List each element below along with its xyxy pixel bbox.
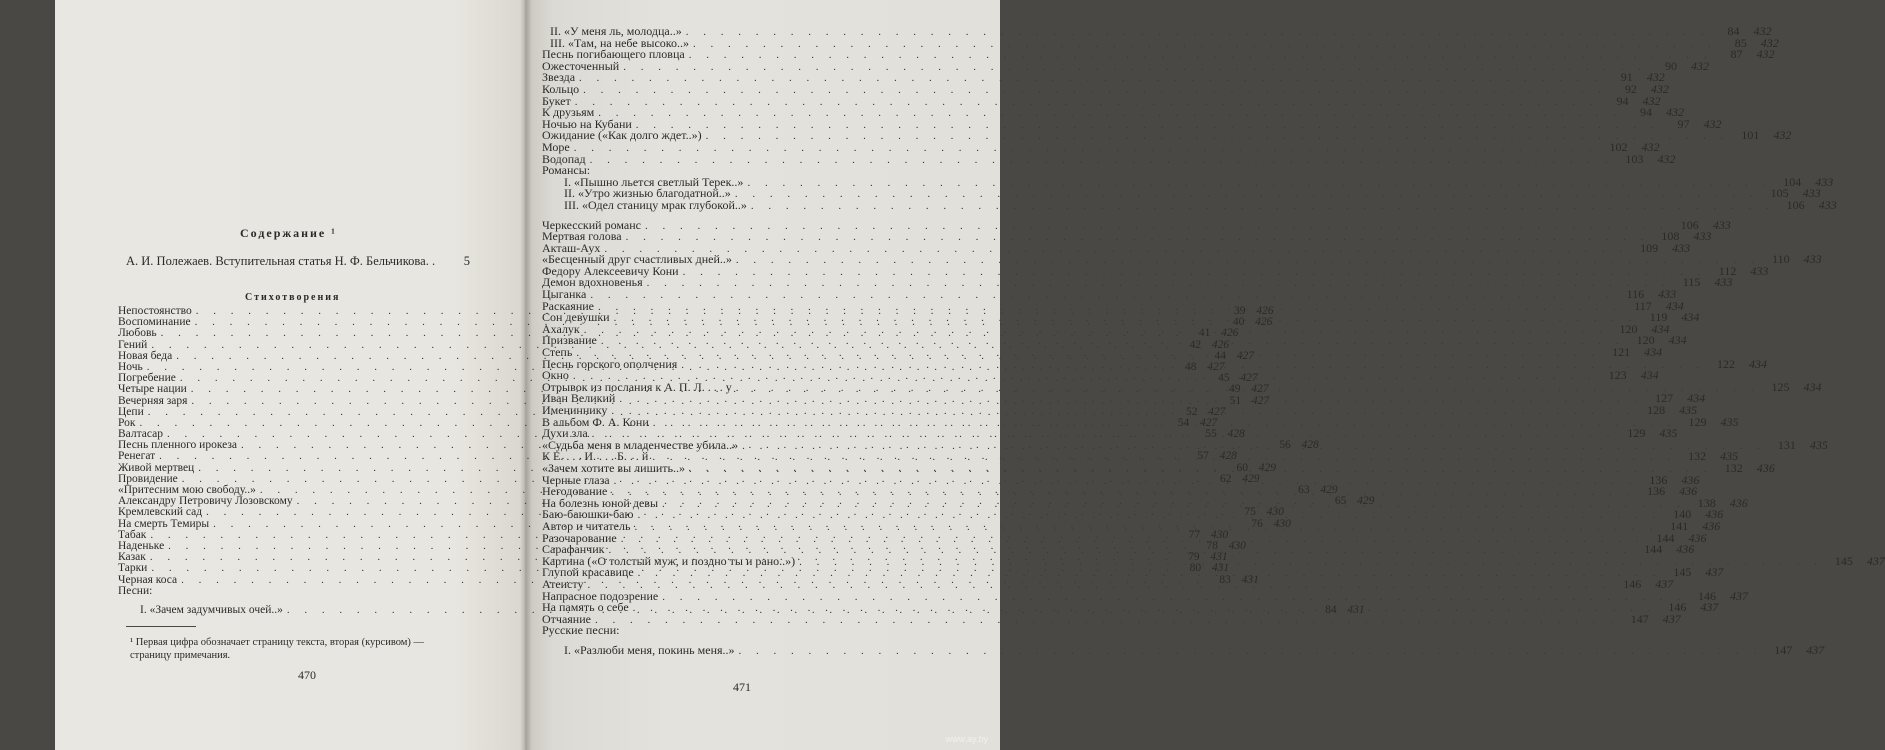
toc-entry-note-page: 434 xyxy=(1681,310,1700,325)
toc-entry-note-page: 427 xyxy=(1236,349,1254,362)
toc-entry-page: 116 xyxy=(1626,287,1645,302)
dot-leader xyxy=(611,406,1635,418)
toc-entry-title: I. «Разлюби меня, покинь меня..» xyxy=(564,642,735,657)
toc-entry-note-page: 426 xyxy=(1211,338,1230,351)
toc-entry-page: 129 xyxy=(1627,426,1646,441)
toc-entry-page: 125 xyxy=(1771,379,1790,394)
toc-entry-note-page: 436 xyxy=(1676,542,1695,557)
dot-leader xyxy=(634,522,1658,534)
toc-entry-page: 87 xyxy=(1730,47,1743,62)
toc-entry-note-page: 436 xyxy=(1679,484,1698,499)
toc-entry-title: Ожесточенный xyxy=(542,58,620,73)
toc-entry-page: 104 xyxy=(1783,174,1802,189)
toc-entry-note-page: 429 xyxy=(1357,495,1375,508)
toc-entry-title: Кремлевский сад xyxy=(118,506,203,519)
toc-entry-page: 106 xyxy=(1680,217,1699,232)
toc-entry-note-page: 436 xyxy=(1688,530,1707,545)
toc-entry-note-page: 436 xyxy=(1681,472,1700,487)
toc-entry-note-page: 434 xyxy=(1665,298,1684,313)
toc-entry-note-page: 431 xyxy=(1211,562,1230,575)
toc-entry-note-page: 427 xyxy=(1251,394,1270,407)
toc-entry-note-page: 437 xyxy=(1866,553,1885,568)
toc-entry-note-page: 435 xyxy=(1679,403,1698,417)
toc-entry-page: 146 xyxy=(1668,600,1687,615)
toc-entry xyxy=(542,70,1665,85)
toc-entry-note-page: 427 xyxy=(1208,405,1226,418)
toc-entry-note-page: 434 xyxy=(1803,379,1822,394)
toc-entry-page: 132 xyxy=(1688,449,1707,464)
toc-entry-note-page: 429 xyxy=(1320,484,1338,496)
toc-entry-note-page: 437 xyxy=(1655,576,1674,591)
toc-entry-page: 120 xyxy=(1619,321,1638,336)
toc-entry-note-page: 436 xyxy=(1702,518,1721,533)
toc-entry-page: 91 xyxy=(1620,70,1633,85)
dot-leader xyxy=(595,615,1619,627)
toc-entry-title: Гений xyxy=(118,338,148,351)
toc-entry xyxy=(542,128,1792,143)
dot-leader xyxy=(626,232,1650,244)
toc-entry-page: 132 xyxy=(1724,460,1743,475)
toc-entry-page: 140 xyxy=(1673,507,1692,522)
toc-entry-title: Федору Алексеевичу Кони xyxy=(542,263,679,278)
toc-entry-note-page: 434 xyxy=(1668,333,1687,348)
toc-entry-page: 40 xyxy=(1232,316,1245,329)
toc-entry-title: Ренегат xyxy=(118,450,156,463)
toc-entry xyxy=(542,151,1676,166)
toc-entry-title: I. «Зачем задумчивых очей..» xyxy=(140,603,283,616)
dot-leader xyxy=(576,348,1600,360)
toc-entry-title: Букет xyxy=(542,93,571,108)
toc-entry-note-page: 426 xyxy=(1221,327,1239,340)
toc-entry-note-page: 437 xyxy=(1729,588,1748,603)
toc-entry-title: Ночью на Кубани xyxy=(542,116,632,131)
toc-entry-page: 112 xyxy=(1718,263,1737,278)
toc-entry-title: Отрывок из послания к А. П. Л. . . . у xyxy=(542,379,732,394)
toc-entry-title: Песни: xyxy=(118,584,153,597)
toc-entry xyxy=(542,642,1825,657)
toc-entry-note-page: 432 xyxy=(1753,24,1772,38)
toc-entry-note-page: 433 xyxy=(1712,217,1731,232)
toc-entry-page: 146 xyxy=(1623,576,1642,591)
footnote-line: страницу примечания. xyxy=(130,650,231,661)
toc-entry xyxy=(542,58,1709,73)
toc-entry-note-page: 433 xyxy=(1802,186,1821,201)
toc-entry-title: Цыганка xyxy=(542,287,587,302)
toc-entry-note-page: 430 xyxy=(1266,506,1284,519)
toc-entry-page: 62 xyxy=(1220,472,1232,485)
toc-entry-note-page: 427 xyxy=(1207,360,1225,373)
toc-entry-title: III. «Одел станицу мрак глубокой..» xyxy=(564,197,747,212)
toc-entry-title: Духи зла xyxy=(542,426,588,441)
toc-entry-title: Песнь погибающего пловца xyxy=(542,47,685,62)
toc-entry-note-page: 432 xyxy=(1657,151,1676,166)
toc-entry-page: 128 xyxy=(1647,403,1666,417)
toc-entry-title: Ночь xyxy=(118,360,143,373)
toc-entry xyxy=(542,275,1733,290)
intro-entry-title: А. И. Полежаев. Вступительная статья Н. Ф. Бельчикова. . xyxy=(126,254,436,268)
toc-entry-note-page: 434 xyxy=(1644,345,1663,360)
toc-entry-note-page: 437 xyxy=(1705,565,1724,580)
intro-entry-page: 5 xyxy=(463,254,470,268)
toc-entry-note-page: 430 xyxy=(1210,528,1229,541)
toc-entry-note-page: 436 xyxy=(1705,507,1724,522)
toc-entry-title: Вечерняя заря xyxy=(118,394,188,407)
toc-entry-title: Сарафанчик xyxy=(542,542,605,557)
toc-entry-title: Песнь пленного ирокеза xyxy=(118,439,238,452)
toc-entry-page: 127 xyxy=(1655,391,1674,406)
toc-entry-note-page: 432 xyxy=(1666,105,1685,120)
dot-leader xyxy=(686,27,1710,39)
intro-entry xyxy=(126,254,470,269)
toc-entry-page: 49 xyxy=(1229,383,1241,396)
toc-entry xyxy=(542,139,1660,154)
toc-entry-page: 44 xyxy=(1214,349,1226,362)
toc-entry-note-page: 437 xyxy=(1700,600,1719,615)
toc-entry xyxy=(542,81,1669,96)
toc-entry-note-page: 433 xyxy=(1714,275,1733,290)
toc-entry-title: Песнь горского ополчения xyxy=(542,356,678,371)
toc-entry-note-page: 431 xyxy=(1347,603,1365,616)
toc-entry-title: Цепи xyxy=(118,405,144,418)
toc-entry-page: 145 xyxy=(1673,565,1692,580)
toc-entry-title: Погребение xyxy=(118,372,176,385)
toc-entry-note-page: 434 xyxy=(1651,321,1670,336)
toc-entry-note-page: 432 xyxy=(1760,35,1779,50)
toc-entry-title: Акташ-Аух xyxy=(542,240,601,255)
toc-entry-note-page: 435 xyxy=(1720,414,1739,429)
section-heading: Стихотворения xyxy=(245,292,341,303)
toc-entry-page: 121 xyxy=(1612,345,1631,360)
toc-entry-page: 75 xyxy=(1244,506,1256,519)
toc-entry-page: 122 xyxy=(1717,356,1736,371)
toc-entry-note-page: 430 xyxy=(1228,539,1246,552)
toc-entry-title: Провидение xyxy=(118,472,178,485)
toc-entry-title: Тарки xyxy=(118,562,148,575)
toc-entry-page: 78 xyxy=(1206,539,1218,552)
toc-entry-title: Черные глаза xyxy=(542,472,610,487)
page-number-right: 471 xyxy=(733,680,751,694)
toc-entry-title: Имениннику xyxy=(542,403,608,417)
footnote-divider xyxy=(126,626,196,627)
toc-entry-title: Призвание xyxy=(542,333,597,348)
toc-entry-note-page: 429 xyxy=(1258,461,1276,474)
toc-entry-title: Новая беда xyxy=(118,349,173,362)
watermark: www.ay.by xyxy=(945,734,988,744)
toc-entry-page: 146 xyxy=(1697,588,1716,603)
toc-entry-note-page: 427 xyxy=(1240,372,1258,385)
toc-entry-note-page: 429 xyxy=(1242,472,1260,485)
toc-entry-title: III. «Там, на небе высоко..» xyxy=(550,35,689,50)
toc-entry-page: 141 xyxy=(1670,518,1689,533)
toc-entry-note-page: 433 xyxy=(1803,252,1822,267)
toc-entry-page: 117 xyxy=(1634,298,1652,313)
toc-entry-page: 56 xyxy=(1279,439,1291,452)
toc-entry-page: 85 xyxy=(1734,35,1747,50)
toc-entry-page: 39 xyxy=(1234,305,1246,317)
toc-entry-page: 103 xyxy=(1625,151,1644,166)
toc-entry-note-page: 432 xyxy=(1703,116,1722,131)
toc-entry-page: 76 xyxy=(1251,517,1263,530)
toc-entry-page: 97 xyxy=(1677,116,1690,131)
toc-entry-note-page: 431 xyxy=(1241,573,1259,586)
toc-entry-title: Ахалук xyxy=(542,321,580,336)
toc-entry-title: Черная коса xyxy=(118,573,178,586)
dot-leader xyxy=(633,603,1657,615)
toc-entry-note-page: 432 xyxy=(1650,81,1669,96)
toc-entry-title: Демон вдохновенья xyxy=(542,275,643,290)
toc-entry-title: «Судьба меня в младенчестве убила..» xyxy=(542,437,739,452)
toc-entry-page: 108 xyxy=(1661,229,1680,244)
toc-entry-page: 90 xyxy=(1664,58,1677,73)
toc-entry-page: 55 xyxy=(1205,428,1217,441)
toc-entry-title: Ожидание («Как долго ждет..») xyxy=(542,128,702,143)
toc-entry-page: 123 xyxy=(1608,368,1627,383)
toc-entry-page: 138 xyxy=(1697,495,1716,510)
toc-entry-page: 144 xyxy=(1656,530,1675,545)
dot-leader xyxy=(583,85,1607,97)
toc-entry-title: Непостоянство xyxy=(118,305,192,317)
dot-leader xyxy=(598,108,1622,120)
toc-entry-page: 147 xyxy=(1630,611,1649,626)
toc-entry-title: В альбом Ф. А. Кони xyxy=(542,414,649,429)
toc-entry-title: Казак xyxy=(118,551,146,564)
toc-entry-note-page: 427 xyxy=(1199,416,1218,429)
toc-entry-page: 144 xyxy=(1644,542,1663,557)
toc-entry-title: К друзьям xyxy=(542,105,595,120)
toc-entry-note-page: 434 xyxy=(1640,368,1659,383)
toc-entry-title: Негодование xyxy=(542,484,608,499)
toc-entry xyxy=(542,625,947,637)
toc-entry-title: Водопад xyxy=(542,151,586,166)
toc-entry-title: Автор и читатель xyxy=(542,518,631,533)
toc-entry-title: II. «У меня ль, молодца..» xyxy=(550,24,682,38)
toc-entry-title: II. «Утро жизнью благодатной..» xyxy=(564,186,731,201)
toc-entry-page: 145 xyxy=(1834,553,1853,568)
toc-entry-page: 136 xyxy=(1649,472,1668,487)
toc-entry-note-page: 433 xyxy=(1658,287,1677,302)
toc-entry-page: 110 xyxy=(1772,252,1790,267)
toc-entry-page: 80 xyxy=(1189,562,1202,575)
footnote-line: ¹ Первая цифра обозначает страницу текста, вторая (курсивом) — xyxy=(130,637,425,648)
toc-entry-note-page: 434 xyxy=(1687,391,1706,406)
page-number-left: 470 xyxy=(298,668,316,682)
toc-entry-note-page: 432 xyxy=(1641,139,1660,154)
toc-entry-title: I. «Пышно льется светлый Терек..» xyxy=(564,174,744,189)
toc-entry-title: Воспоминание xyxy=(118,316,191,329)
dot-leader xyxy=(587,580,1611,592)
toc-entry-note-page: 436 xyxy=(1756,460,1775,475)
toc-entry-page: 41 xyxy=(1198,327,1211,340)
toc-entry-page: 54 xyxy=(1177,416,1190,429)
toc-entry-title: Разочарование xyxy=(542,530,617,545)
toc-entry-note-page: 435 xyxy=(1720,449,1739,464)
toc-entry-title: Черкесский романс xyxy=(542,217,641,232)
toc-entry-title: Напрасное подозрение xyxy=(542,588,659,603)
toc-entry-note-page: 432 xyxy=(1646,70,1665,85)
toc-entry-page: 42 xyxy=(1189,338,1202,351)
toc-entry-title: Звезда xyxy=(542,70,576,85)
toc-entry-note-page: 434 xyxy=(1749,356,1768,371)
toc-entry xyxy=(542,287,1677,302)
footnote xyxy=(130,636,500,662)
toc-entry-title: «Бесценный друг счастливых дней..» xyxy=(542,252,732,267)
toc-entry-title: На болезнь юной девы xyxy=(542,495,659,510)
toc-entry-title: Наденьке xyxy=(118,539,165,552)
toc-entry-note-page: 433 xyxy=(1750,263,1769,278)
toc-entry-note-page: 432 xyxy=(1773,128,1792,143)
toc-entry-note-page: 435 xyxy=(1809,437,1828,452)
toc-entry-title: Кольцо xyxy=(542,81,580,96)
toc-entry-page: 131 xyxy=(1777,437,1796,452)
toc-entry-page: 60 xyxy=(1236,461,1248,474)
toc-entry-page: 147 xyxy=(1774,642,1793,657)
toc-entry-title: Картина («О толстый муж, и поздно ты и рано..») xyxy=(542,553,796,568)
toc-entry-page: 51 xyxy=(1229,394,1242,407)
dot-leader xyxy=(739,646,1763,658)
toc-entry-note-page: 433 xyxy=(1693,229,1712,244)
toc-entry-title: Романсы: xyxy=(542,163,591,178)
toc-entry-title: Баю-баюшки-баю xyxy=(542,507,634,522)
toc-entry xyxy=(118,586,458,597)
toc-entry-page: 94 xyxy=(1616,93,1629,108)
toc-entry-page: 84 xyxy=(1325,603,1337,616)
toc-entry-page: 129 xyxy=(1688,414,1707,429)
toc-entry-title: Иван Великий xyxy=(542,391,616,406)
toc-entry-title: Окно xyxy=(542,368,569,383)
toc-entry-page: 63 xyxy=(1298,484,1310,496)
toc-entry-page: 84 xyxy=(1727,24,1740,38)
toc-entry-page: 102 xyxy=(1609,139,1628,154)
toc-entry-title: На память о себе xyxy=(542,600,629,615)
toc-entry-note-page: 432 xyxy=(1756,47,1775,62)
toc-entry-note-page: 433 xyxy=(1672,240,1691,255)
toc-entry-page: 57 xyxy=(1197,450,1209,463)
dot-leader xyxy=(590,290,1614,302)
toc-entry-title: Степь xyxy=(542,345,573,360)
toc-entry-title: Отчаяние xyxy=(542,611,591,626)
toc-entry-note-page: 426 xyxy=(1255,316,1273,329)
toc-entry xyxy=(542,197,1837,212)
dot-leader xyxy=(689,461,1713,476)
toc-entry-title: Валтасар xyxy=(118,428,163,441)
toc-entry-note-page: 428 xyxy=(1219,450,1237,463)
toc-entry-page: 136 xyxy=(1647,484,1666,499)
toc-entry-page: 79 xyxy=(1188,551,1200,564)
toc-entry xyxy=(542,93,1661,108)
toc-entry-title: Раскаяние xyxy=(542,298,594,313)
toc-entry-title: «Притесним мою свободу..» xyxy=(118,484,256,496)
toc-entry-title: Море xyxy=(542,139,570,154)
toc-entry-title: К Е. . . . И. . . . Б. . . й xyxy=(542,449,649,464)
toc-entry-note-page: 433 xyxy=(1815,174,1834,189)
dot-leader xyxy=(574,143,1598,155)
toc-entry-title: Мертвая голова xyxy=(542,229,622,244)
toc-entry-note-page: 436 xyxy=(1729,495,1748,510)
toc-entry-page: 94 xyxy=(1640,105,1653,120)
toc-entry-note-page: 428 xyxy=(1301,439,1319,452)
toc-entry-title: Живой мертвец xyxy=(118,461,195,474)
toc-entry-title: «Зачем хотите вы лишить..» xyxy=(542,460,685,475)
toc-entry-note-page: 432 xyxy=(1690,58,1709,73)
toc-entry-note-page: 427 xyxy=(1251,383,1269,396)
toc-entry-title: Табак xyxy=(118,528,147,541)
toc-entry xyxy=(542,229,1712,244)
toc-entry-page: 92 xyxy=(1624,81,1637,96)
toc-entry-title: Атеисту xyxy=(542,576,584,591)
toc-entry-page: 105 xyxy=(1770,186,1789,201)
toc-entry-page: 119 xyxy=(1649,310,1668,325)
dot-leader xyxy=(751,201,1775,213)
toc-entry-note-page: 437 xyxy=(1662,611,1681,626)
toc-entry-note-page: 435 xyxy=(1659,426,1678,441)
toc-entry-title: Русские песни: xyxy=(542,623,620,638)
toc-entry-page: 48 xyxy=(1185,360,1197,373)
toc-entry-page: 45 xyxy=(1218,372,1230,385)
toc-entry-title: Сон девушки xyxy=(542,310,610,325)
toc-entry-title: Четыре нации xyxy=(118,383,187,396)
toc-entry-page: 52 xyxy=(1185,405,1198,418)
toc-entry-title: Александру Петровичу Лозовскому xyxy=(118,495,293,508)
toc-entry-page: 83 xyxy=(1219,573,1231,586)
dot-leader xyxy=(590,155,1614,167)
toc-entry-note-page: 431 xyxy=(1210,551,1228,564)
toc-entry-note-page: 437 xyxy=(1806,642,1825,657)
toc-entry-page: 120 xyxy=(1636,333,1655,348)
toc-entry-title: Любовь xyxy=(118,327,157,340)
toc-entry-title: Глупой красавице xyxy=(542,565,634,580)
toc-entry-note-page: 430 xyxy=(1273,517,1291,530)
toc-entry-note-page: 432 xyxy=(1642,93,1661,108)
toc-entry-note-page: 433 xyxy=(1818,197,1837,212)
toc-entry-title: На смерть Темиры xyxy=(118,517,210,530)
toc-entry-page: 109 xyxy=(1640,240,1659,255)
toc-entry-title: Рок xyxy=(118,416,136,429)
toc-entry-note-page: 426 xyxy=(1256,305,1274,317)
toc-entry-page: 106 xyxy=(1786,197,1805,212)
toc-title: Содержание ¹ xyxy=(240,226,337,240)
toc-entry-page: 65 xyxy=(1334,495,1347,508)
toc-entry-note-page: 428 xyxy=(1227,428,1245,441)
dot-leader xyxy=(611,484,1635,499)
toc-entry-page: 101 xyxy=(1741,128,1760,143)
toc-entry-page: 115 xyxy=(1682,275,1701,290)
toc-entry-page: 77 xyxy=(1188,528,1201,541)
